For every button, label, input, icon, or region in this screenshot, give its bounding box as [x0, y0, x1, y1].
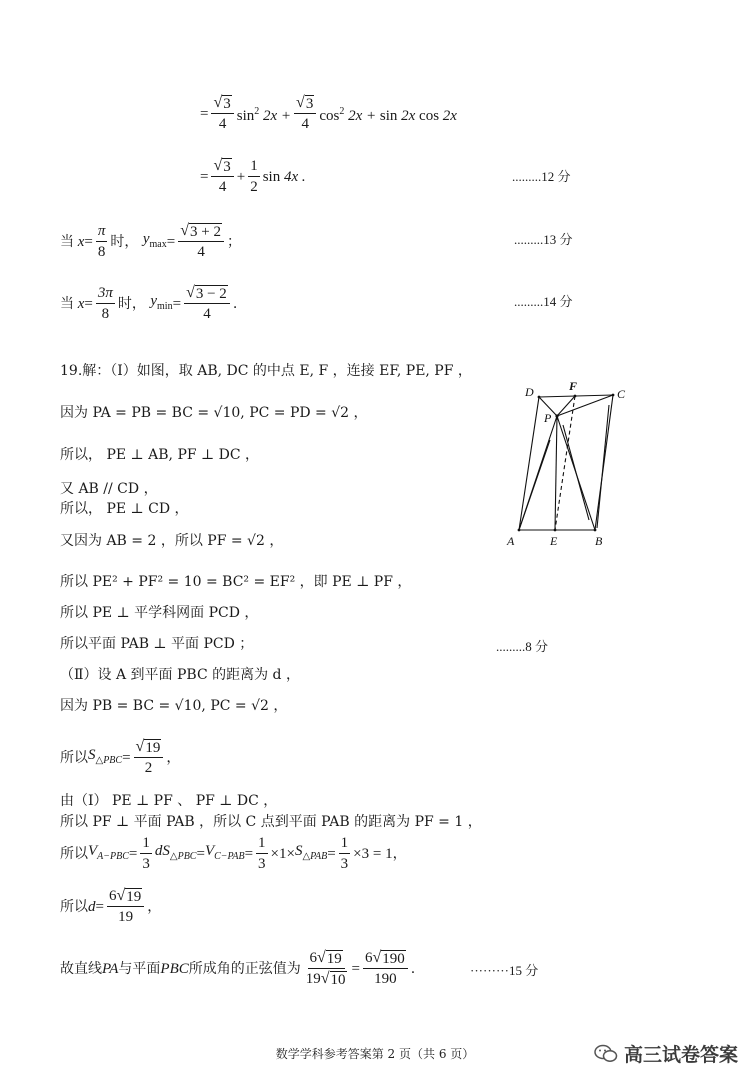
p19-p1: 因为 PA = PB = BC = √10, PC = PD = √2 ，	[60, 405, 368, 421]
step-line-1: = √ 3 4 $\sin^2 2x$ + √ 3 4 $\cos^2 2x + \sin 2x$ cos 2x	[200, 94, 457, 132]
figure-label-d: D	[525, 385, 534, 399]
p19-q9: 故直线 PA 与平面 PBC 所成角的正弦值为 6 √ 19 19 √ 10 = 6 √ 190 190 .	[60, 949, 416, 988]
p19-q6: 所以 PF ⊥ 平面 PAB ，所以 C 点到平面 PAB 的距离为 PF = 1 ，	[60, 814, 482, 830]
score-14: .........14 分	[514, 294, 573, 309]
p19-p8: 所以平面 PAB ⊥ 平面 PCD ；	[60, 636, 254, 652]
figure-label-e: E	[550, 534, 558, 548]
wechat-icon	[594, 1044, 618, 1064]
figure-label-p: P	[544, 411, 552, 425]
p19-intro: 19.解：（Ⅰ）如图，取 AB, DC 的中点 E, F ，连接 EF, PE, PF ，	[60, 363, 472, 379]
p19-q5: 由（Ⅰ） PE ⊥ PF 、 PF ⊥ DC ，	[60, 793, 278, 809]
figure-label-c: C	[617, 387, 626, 401]
p19-p2: 所以， PE ⊥ AB, PF ⊥ DC ，	[60, 447, 260, 463]
case-min: 当 x = $\frac{3\pi}{8}$ 时， $y_{min}$ = √ 3 − 2 4 .	[60, 284, 238, 322]
p19-q8: 所以 d = 6 √ 19 19 ，	[60, 887, 162, 925]
watermark	[594, 1040, 738, 1067]
watermark-text: 高三试卷答案	[623, 1044, 738, 1066]
page-footer: 数学学科参考答案第 2 页（共 6 页）	[275, 1047, 475, 1061]
p19-p3: 又 AB // CD ，	[60, 481, 158, 497]
p19-p4: 所以， PE ⊥ CD ，	[60, 501, 189, 517]
p19-q7: 所以 $V_{A-PBC}$ = $\frac{1}{3}$ $dS_{\triangle PBC}$ = $V_{C-PAB}$ = $\frac{1}{3}$ ×1× $S_{\triangle PAB}$ = $\frac{1}{3}$ ×3 = 1 ，	[60, 835, 407, 872]
score-8: .........8 分	[496, 639, 549, 654]
p19-p6: 所以 PE² + PF² = 10 = BC² = EF² ，即 PE ⊥ PF ，	[60, 574, 412, 590]
p19-q3: 因为 PB = BC = √10, PC = √2 ，	[60, 698, 288, 714]
score-13: .........13 分	[514, 232, 573, 247]
score-12: .........12 分	[512, 169, 571, 184]
pyramid-figure	[505, 380, 635, 550]
figure-label-a: A	[507, 534, 515, 548]
figure-label-b: B	[595, 534, 603, 548]
step-line-2: = √ 3 4 + $\frac{1}{2}$ sin 4x .	[200, 157, 306, 195]
p19-p5: 又因为 AB = 2 ，所以 PF = √2 ，	[60, 533, 284, 549]
p19-q2: （Ⅱ）设 A 到平面 PBC 的距离为 d ，	[60, 667, 300, 683]
p19-q4: 所以 $S_{\triangle PBC}$ = √ 19 2 ，	[60, 738, 181, 776]
figure-label-f: F	[569, 380, 578, 393]
case-max: 当 x = $\frac{\pi}{8}$ 时， $y_{max}$ = √ 3 + 2 4 ；	[60, 222, 241, 260]
p19-p7: 所以 PE ⊥ 平学科网面 PCD ，	[60, 605, 259, 621]
score-15: ·········15 分	[470, 963, 539, 978]
